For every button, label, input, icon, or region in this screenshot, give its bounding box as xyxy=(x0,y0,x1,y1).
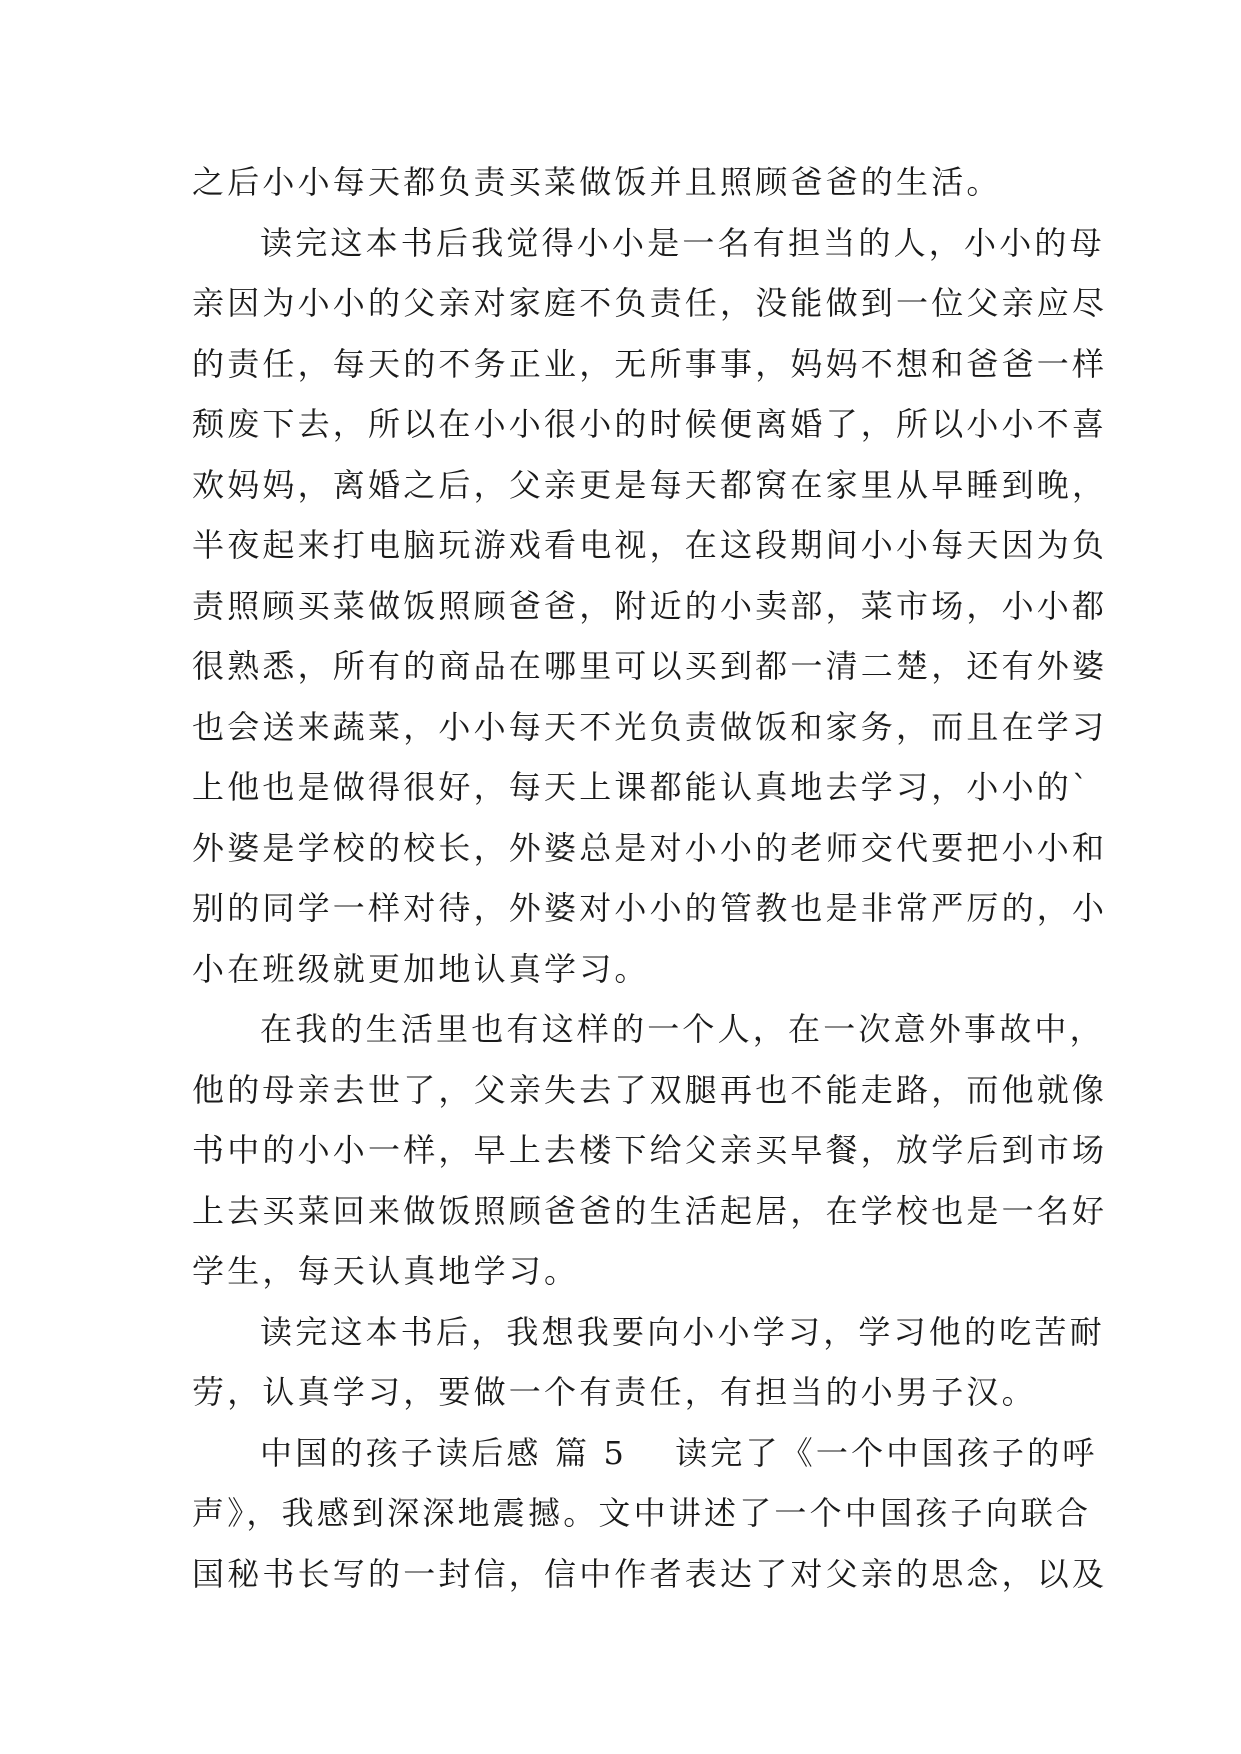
text-line: 读完这本书后我觉得小小是一名有担当的人，小小的母 xyxy=(260,223,1105,262)
text-line: 之后小小每天都负责买菜做饭并且照顾爸爸的生活。 xyxy=(192,163,1002,201)
body-text xyxy=(192,152,1108,1604)
text-line: 他的母亲去世了，父亲失去了双腿再也不能走路，而他就像 xyxy=(192,1070,1108,1109)
text-line: 的责任，每天的不务正业，无所事事，妈妈不想和爸爸一样 xyxy=(192,344,1108,383)
section-heading: 中国的孩子读后感 篇 5 xyxy=(260,1433,628,1472)
text-line: 欢妈妈，离婚之后，父亲更是每天都窝在家里从早睡到晚， xyxy=(192,465,1108,504)
text-line: 读完这本书后，我想我要向小小学习，学习他的吃苦耐 xyxy=(260,1312,1105,1351)
text-line: 颓废下去，所以在小小很小的时候便离婚了，所以小小不喜 xyxy=(192,405,1108,443)
text-line: 上去买菜回来做饭照顾爸爸的生活起居，在学校也是一名好 xyxy=(192,1191,1108,1230)
text-line: 外婆是学校的校长，外婆总是对小小的老师交代要把小小和 xyxy=(192,828,1108,867)
text-line: 亲因为小小的父亲对家庭不负责任，没能做到一位父亲应尽 xyxy=(192,284,1108,322)
text-line: 别的同学一样对待，外婆对小小的管教也是非常严厉的，小 xyxy=(192,889,1108,927)
text-line: 很熟悉，所有的商品在哪里可以买到都一清二楚，还有外婆 xyxy=(192,647,1108,685)
text-line: 上他也是做得很好，每天上课都能认真地去学习，小小的` xyxy=(192,768,1092,806)
text-line: 学生，每天认真地学习。 xyxy=(192,1252,580,1290)
text-line: 国秘书长写的一封信，信中作者表达了对父亲的思念，以及 xyxy=(192,1554,1108,1593)
text-line: 责照顾买菜做饭照顾爸爸，附近的小卖部，菜市场，小小都 xyxy=(192,586,1108,625)
text-line: 半夜起来打电脑玩游戏看电视，在这段期间小小每天因为负 xyxy=(192,526,1108,564)
section-heading-line xyxy=(192,1423,1098,1484)
text-line: 声》，我感到深深地震撼。文中讲述了一个中国孩子向联合 xyxy=(192,1494,1092,1532)
text-line: 在我的生活里也有这样的一个人，在一次意外事故中， xyxy=(260,1010,1105,1048)
section-first-text: 读完了《一个中国孩子的呼 xyxy=(675,1433,1098,1472)
text-line: 书中的小小一样，早上去楼下给父亲买早餐，放学后到市场 xyxy=(192,1131,1108,1169)
text-line: 劳，认真学习，要做一个有责任，有担当的小男子汉。 xyxy=(192,1373,1037,1411)
text-line: 小在班级就更加地认真学习。 xyxy=(192,949,650,988)
text-line: 也会送来蔬菜，小小每天不光负责做饭和家务，而且在学习 xyxy=(192,707,1108,746)
